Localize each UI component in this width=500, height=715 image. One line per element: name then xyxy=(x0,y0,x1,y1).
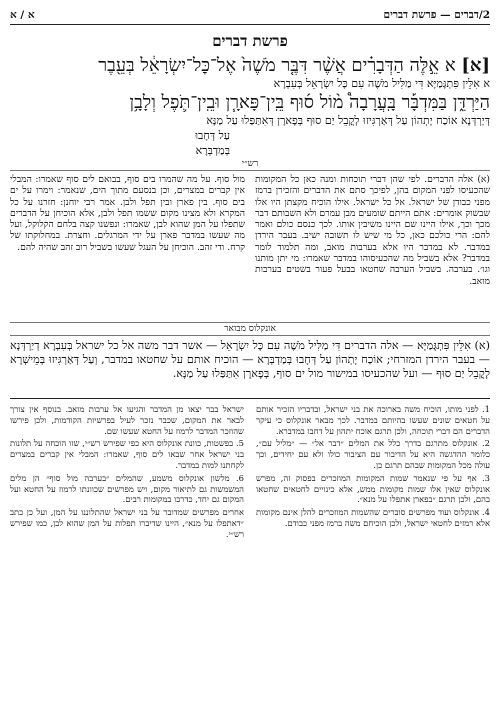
targum-line-1: א אִלֵּין פִּתְגָּמַיָּא דִּי מַלִּיל מֹשֶׁה עִם כָּל יִשְׂרָאֵל בְּעִבְרָא xyxy=(273,77,490,90)
rashi-label: רש״י xyxy=(10,159,490,171)
targum-line-2: דְּיַרְדְּנָא אוֹכַח יָתְהוֹן עַל דְּאַרְגִּיזוּ לְקֳבֵל יַם סוּף בְּפָארָן דְּאִתַּפַּלוּ עַל מַנָּא xyxy=(206,114,490,127)
note-paragraph: 6. מלשון אונקלוס משמע, שהמלים ״בערבה מול סוף״ הן מלים המשמשות גם לתיאור מקום, ויש מפרשים שכוונתו לרמוז על החטא ועל המקום גם יחד, כדרכו במקומות רבים. xyxy=(10,472,244,505)
note-paragraph: 4. אונקלוס ועוד מפרשים סוברים שהשמות המוזכרים להלן אינם מקומות אלא רמזים לחטאי ישראל, ולכן הוכיחם משה ברמז מפני כבודם. xyxy=(256,507,490,528)
notes-commentary xyxy=(10,398,490,604)
targum-line-4: בְּמַדְבְּרָא xyxy=(195,144,230,157)
notes-column-left xyxy=(10,404,244,604)
rashi-column-right: (א) אלה הדברים. לפי שהן דברי תוכחות ומנה כאן כל המקומות שהכעיסו לפני המקום בהן, לפיכך סתם את הדברים והזכירן ברמז מפני כבודן של ישראל. אל כל ישראל. אילו הוכיח מקצתן היו אלו שבשוק אומרים: אתם הייתם שומעים מבן עמרם ולא השבותם דבר מכך וכך, אילו היינו שם היינו משיבין אותו. לכך כנסם כולם ואמר להם: הרי כולכם כאן, כל מי שיש לו תשובה ישיב. בעבר הירדן במדבר. לא במדבר היו אלא בערבות מואב, ומה תלמוד לומר במדבר? אלא בשביל מה שהכעיסוהו במדבר שאמרו: מי יתן מותנו וגו׳. בערבה. בשביל הערבה שחטאו בבעל פעור בשטים בערבות מואב. xyxy=(255,174,490,287)
verse-text-1: א אֵ֣לֶּה הַדְּבָרִ֗ים אֲשֶׁ֨ר דִּבֶּ֤ר מֹשֶׁה֙ אֶל־כׇּל־יִשְׂרָאֵ֔ל בְּעֵ֖בֶר xyxy=(98,55,456,76)
parsha-title: פרשת דברים xyxy=(212,32,288,50)
page-number: 2 xyxy=(482,9,490,21)
running-header xyxy=(10,6,490,25)
running-title-text: דברים — פרשת דברים xyxy=(383,9,479,21)
verse-label: [א] xyxy=(461,55,490,76)
note-paragraph: 1. לפני מותו, הוכיח משה בארוכה את בני ישראל, ובדבריו הזכיר אותם על חטאים שונים שעשו בהיותם במדבר. לכך מבאר אונקלוס כי עיקר הדברים הם דברי תוכחה, ולכן תרגם אוכח יתהון על דחבו במדברא. xyxy=(256,404,490,436)
note-paragraph: 5. בפשטות, כוונת אונקלוס היא כפי שפירש רש״י, שזו הוכחה על תלונות בני ישראל אחר שבאו לים סוף, שאמרו: המבלי אין קברים במצרים לקחתנו למות במדבר. xyxy=(10,438,244,470)
notes-column-right xyxy=(256,404,490,604)
note-paragraph: ישראל בבר יצאו מן המדבר והגיעו אל ערבות מואב. בנוסף אין צורך לבאר את המקום, שכבר נזכר לעיל בפרשיות הקודמות, ולכן פירשו שהוזכר המדבר לרמוז על החטא שעשו שם. xyxy=(10,404,244,436)
verse-line-1 xyxy=(10,55,490,77)
onkelos-text: (א) אִלֵּין פִּתְגָּמַיָּא — אלה הדברים דִּי מַלִּיל מֹשֶׁה עִם כָּל יִשְׂרָאֵל — אשר דבר משה אל כל ישראל בְּעִבְרָא דְיַרְדְּנָא — בעבר הירדן המזרחי; אוֹכַח יָתְהוֹן עַל דְּחָבוּ בְּמַדְבְּרָא — הוכיח אותם על שחטאו במדבר, וְעַל דְּאַרְגִּיזוּ בְּמֵישְׁרָא לָקֳבֵל יַם סוּף — ועל שהכעיסו במישור מול ים סוף, בְּפָארָן אִתַּפַּלוּ עַל מַנָּא. xyxy=(10,339,490,380)
note-paragraph: 2. אונקלוס מתרגם בדרך כלל את המלים ״דבר אל״ — ״מליל עם״, כלומר ההדגשה היא על הדיבור עם הציבור כולו ולא עם יחידים, וכך עולה מכל המקומות שבהם תרגם כן. xyxy=(256,438,490,470)
verse-block xyxy=(10,55,490,157)
note-paragraph: אחרים מפרשים שמדובר על בני ישראל שהתלוננו על המן, ועל כן כתב ״דאתפלו על מנא״, היינו שדיברו תפלות על המן שהוא לבן, כמו שפירש רש״י. xyxy=(10,507,244,539)
rashi-column-left: מול סוף. על מה שהמרו בים סוף, בבואם לים סוף שאמרו: המבלי אין קברים במצרים, וכן בנסעם מתוך הים, שנאמר: וימרו על ים בים סוף. בין פארן ובין תפל ולבן. אמר רבי יוחנן: חזרנו על כל המקרא ולא מצינו מקום ששמו תפל ולבן, אלא הוכיחן על הדברים שתפלו על המן שהוא לבן, שאמרו: ונפשנו קצה בלחם הקלוקל, ועל מה שעשו במדבר פארן על ידי המרגלים. וחצרת. במחלוקתו של קרח. ודי זהב. הוכיחן על העגל שעשו בשביל רוב זהב שהיה להם. xyxy=(10,174,245,253)
onkelos-label: אונקלוס מבואר xyxy=(10,322,490,336)
running-title: 2/דברים — פרשת דברים xyxy=(383,9,490,21)
verse-line-2: הַיַּרְדֵּ֑ן בַּמִּדְבָּ֡ר בָּֽעֲרָבָה֩ מ֨וֹל ס֜וּף בֵּֽין־פָּארָ֧ן וּבֵֽין־תֹּ֛פֶל וְלָבָ֥ן xyxy=(129,92,490,113)
note-paragraph: 3. אף על פי שנאמר שמות המקומות המוזכרים בפסוק זה, מפרש אונקלוס שאין אלו שמות מקומות ממש, אלא כינויים לחטאים שחטאו בהם, ולכן תרגם ״בפארן אתפלו על מנא״. xyxy=(256,472,490,505)
page-marker: א / א xyxy=(10,9,35,21)
rashi-commentary xyxy=(10,174,490,320)
targum-line-3: עַל דְּחָבוּ xyxy=(195,129,230,142)
